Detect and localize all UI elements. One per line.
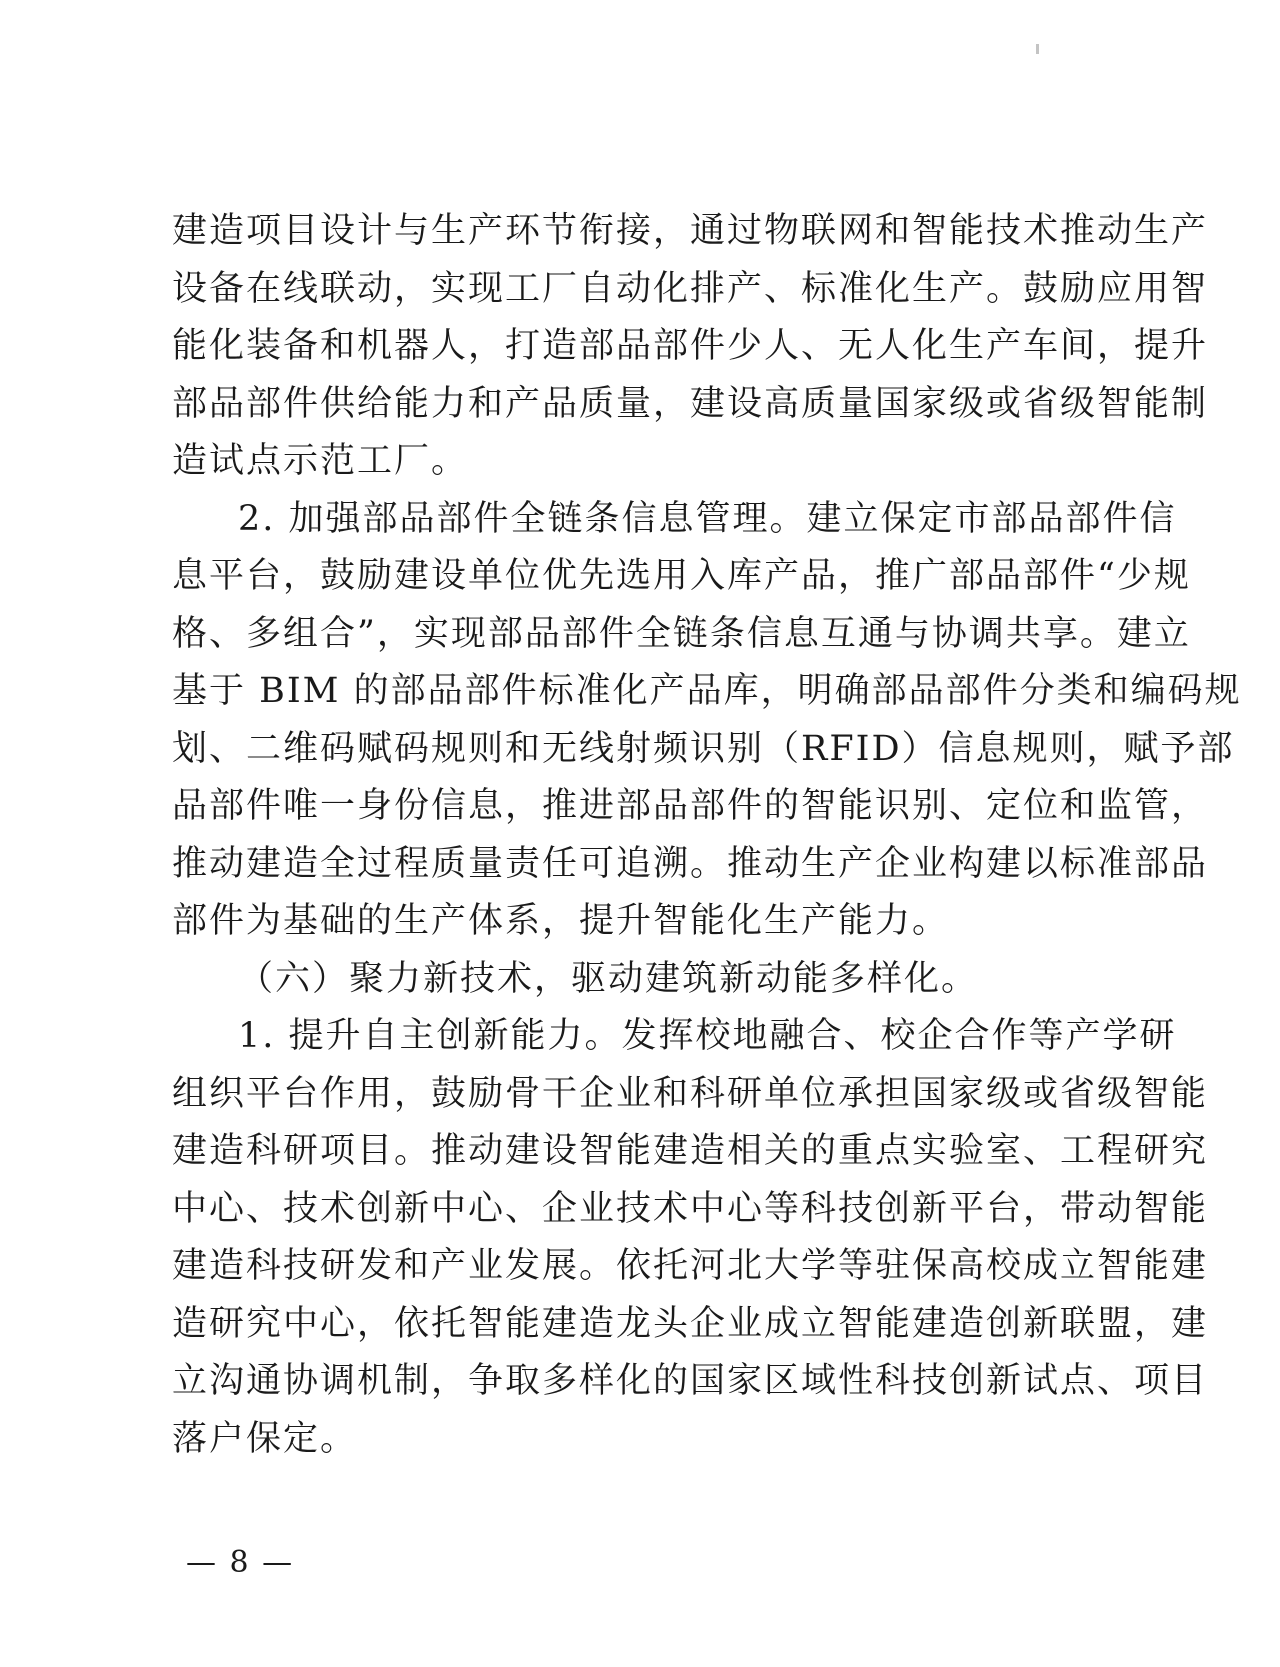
text-line: 立沟通协调机制，争取多样化的国家区域性科技创新试点、项目 bbox=[172, 1361, 1209, 1401]
text-line: 2. 加强部品部件全链条信息管理。建立保定市部品部件信 bbox=[238, 498, 1177, 539]
scan-speck bbox=[1036, 44, 1039, 54]
text-line: 建造科研项目。推动建设智能建造相关的重点实验室、工程研究 bbox=[172, 1131, 1209, 1171]
text-line: 部件为基础的生产体系，提升智能化生产能力。 bbox=[172, 901, 950, 941]
body-text bbox=[172, 203, 1242, 1468]
page-number: — 8 — bbox=[186, 1545, 295, 1580]
text-line: 落户保定。 bbox=[172, 1418, 358, 1459]
section-heading: （六）聚力新技术，驱动建筑新动能多样化。 bbox=[238, 958, 979, 999]
text-line: 造试点示范工厂。 bbox=[172, 441, 469, 481]
text-line: 基于 BIM 的部品部件标准化产品库，明确部品部件分类和编码规 bbox=[172, 671, 1242, 711]
text-line: 息平台，鼓励建设单位优先选用入库产品，推广部品部件“少规 bbox=[172, 556, 1191, 596]
text-line: 造研究中心，依托智能建造龙头企业成立智能建造创新联盟，建 bbox=[172, 1303, 1209, 1344]
text-line: 建造科技研发和产业发展。依托河北大学等驻保高校成立智能建 bbox=[172, 1246, 1209, 1286]
text-line: 1. 提升自主创新能力。发挥校地融合、校企合作等产学研 bbox=[238, 1016, 1177, 1056]
text-line: 推动建造全过程质量责任可追溯。推动生产企业构建以标准部品 bbox=[172, 843, 1209, 884]
text-line: 组织平台作用，鼓励骨干企业和科研单位承担国家级或省级智能 bbox=[172, 1073, 1209, 1114]
text-line: 品部件唯一身份信息，推进部品部件的智能识别、定位和监管， bbox=[172, 786, 1209, 826]
text-line: 设备在线联动，实现工厂自动化排产、标准化生产。鼓励应用智 bbox=[172, 268, 1209, 309]
text-line: 格、多组合”，实现部品部件全链条信息互通与协调共享。建立 bbox=[172, 613, 1191, 654]
text-line: 部品部件供给能力和产品质量，建设高质量国家级或省级智能制 bbox=[172, 383, 1209, 424]
text-line: 能化装备和机器人，打造部品部件少人、无人化生产车间，提升 bbox=[172, 326, 1209, 366]
text-line: 建造项目设计与生产环节衔接，通过物联网和智能技术推动生产 bbox=[172, 211, 1209, 251]
text-line: 划、二维码赋码规则和无线射频识别（RFID）信息规则，赋予部 bbox=[172, 728, 1235, 769]
text-line: 中心、技术创新中心、企业技术中心等科技创新平台，带动智能 bbox=[172, 1188, 1209, 1229]
